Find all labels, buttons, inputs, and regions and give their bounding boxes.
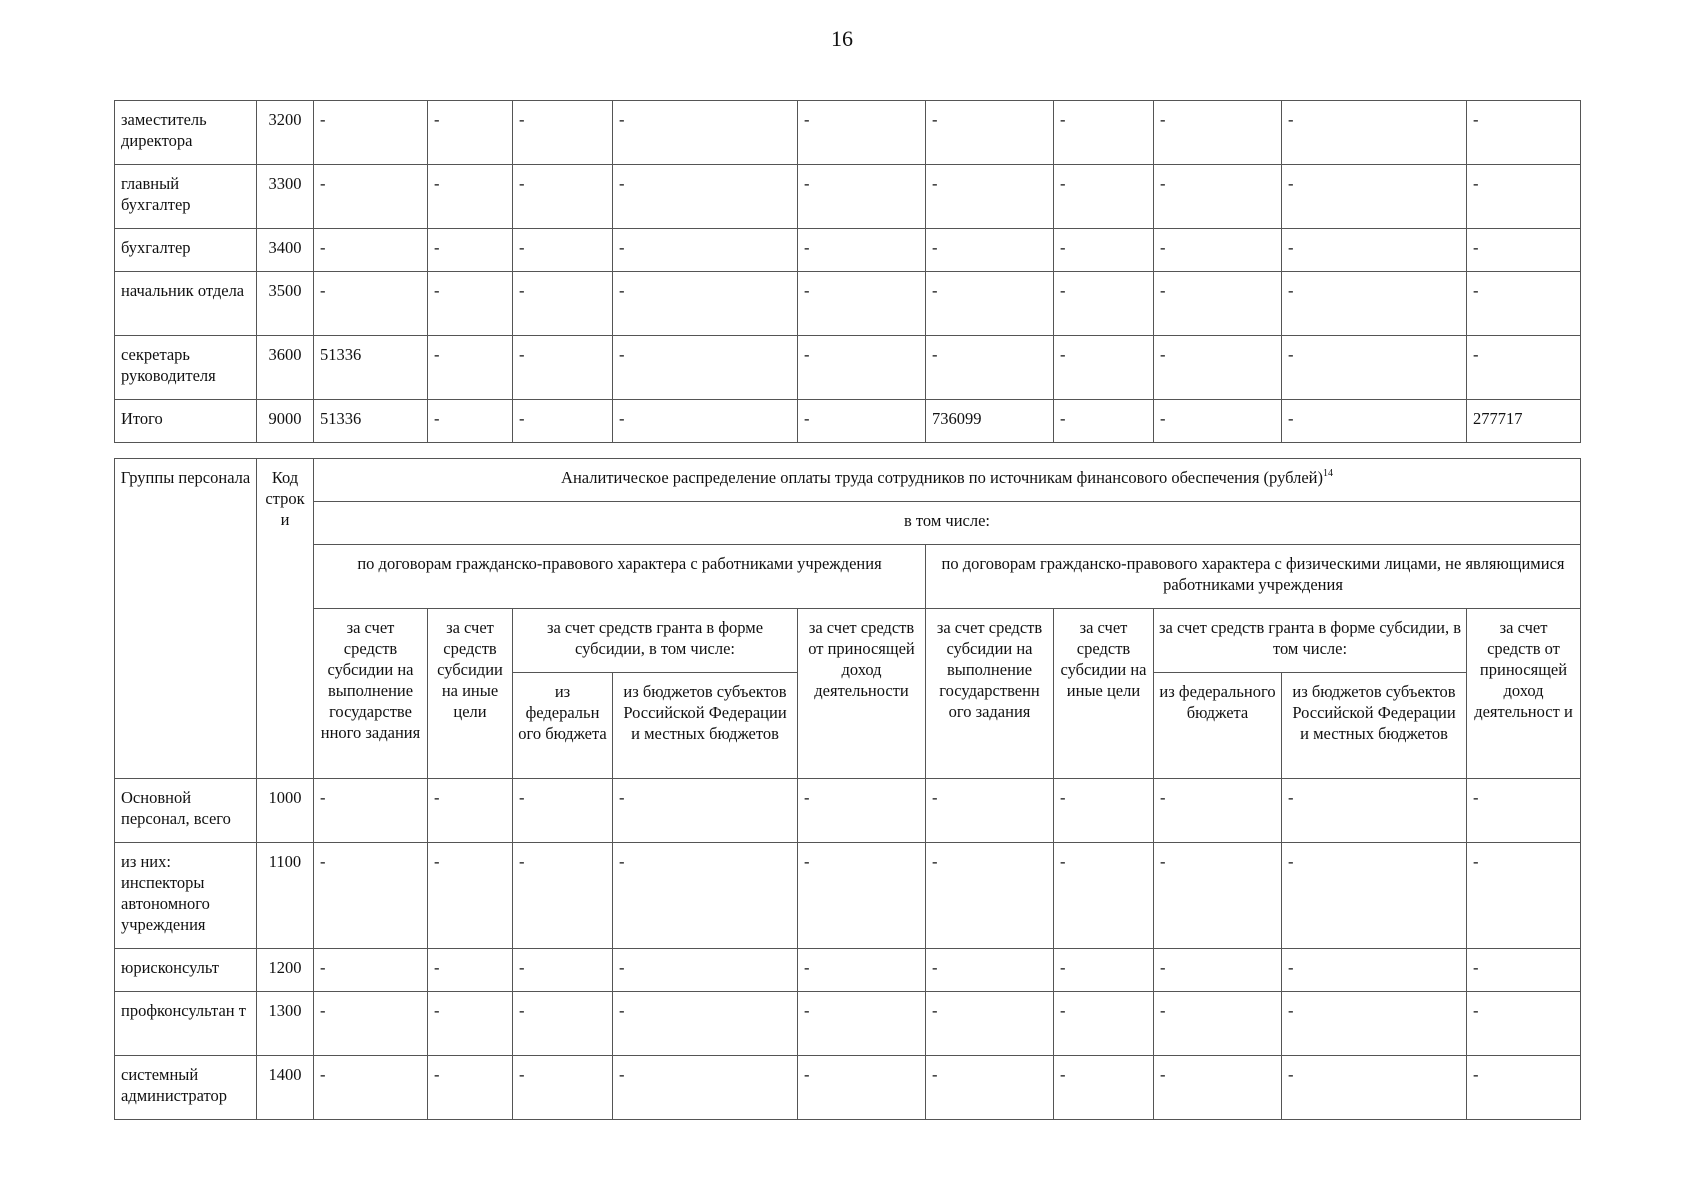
header-a-regional: из бюджетов субъектов Российской Федерации и местных бюджетов bbox=[613, 673, 798, 779]
table-cell: - bbox=[513, 400, 613, 443]
table-cell: - bbox=[798, 229, 926, 272]
table-cell: - bbox=[926, 779, 1054, 843]
table-cell: - bbox=[513, 229, 613, 272]
table-cell: - bbox=[428, 272, 513, 336]
table-cell: - bbox=[513, 272, 613, 336]
row-code: 1300 bbox=[257, 992, 314, 1056]
table-cell: - bbox=[1467, 992, 1581, 1056]
table-cell: - bbox=[798, 779, 926, 843]
table-cell: - bbox=[613, 229, 798, 272]
table-cell: - bbox=[926, 949, 1054, 992]
table-cell: - bbox=[1154, 779, 1282, 843]
table-row bbox=[115, 949, 1581, 992]
header-including: в том числе: bbox=[314, 502, 1581, 545]
table-cell: - bbox=[926, 165, 1054, 229]
header-section-individuals: по договорам гражданско-правового характера с физическими лицами, не являющимися работниками учреждения bbox=[926, 545, 1581, 609]
table-cell: - bbox=[613, 992, 798, 1056]
header-a-subsidy-task: за счет средств субсидии на выполнение государстве нного задания bbox=[314, 609, 428, 779]
staff-payment-table-top bbox=[114, 100, 1581, 443]
table-cell: - bbox=[926, 1056, 1054, 1120]
table-cell: - bbox=[1467, 336, 1581, 400]
table-cell: - bbox=[1054, 101, 1154, 165]
table-cell: - bbox=[1282, 336, 1467, 400]
table-cell: - bbox=[314, 101, 428, 165]
table-cell: - bbox=[926, 992, 1054, 1056]
table-cell: - bbox=[314, 949, 428, 992]
row-label: главный бухгалтер bbox=[115, 165, 257, 229]
table-row bbox=[115, 992, 1581, 1056]
table-cell: - bbox=[613, 101, 798, 165]
table-cell: - bbox=[428, 949, 513, 992]
table-cell: - bbox=[513, 101, 613, 165]
table-row bbox=[115, 843, 1581, 949]
row-label: из них: инспекторы автономного учреждения bbox=[115, 843, 257, 949]
row-label: заместитель директора bbox=[115, 101, 257, 165]
row-code: 3500 bbox=[257, 272, 314, 336]
table-cell: - bbox=[798, 992, 926, 1056]
table-cell: - bbox=[1154, 101, 1282, 165]
header-b-subsidy-other: за счет средств субсидии на иные цели bbox=[1054, 609, 1154, 779]
table-cell: - bbox=[613, 779, 798, 843]
table-cell: - bbox=[1154, 1056, 1282, 1120]
row-code: 1100 bbox=[257, 843, 314, 949]
row-code: 3600 bbox=[257, 336, 314, 400]
table-cell: - bbox=[513, 992, 613, 1056]
table-cell: - bbox=[513, 779, 613, 843]
header-code: Код строк и bbox=[257, 459, 314, 779]
staff-payment-table-bottom bbox=[114, 458, 1581, 1120]
table-cell: - bbox=[798, 101, 926, 165]
table-cell: - bbox=[926, 272, 1054, 336]
table-row bbox=[115, 1056, 1581, 1120]
table-cell: - bbox=[1054, 336, 1154, 400]
table-cell: - bbox=[314, 229, 428, 272]
table-cell: - bbox=[428, 992, 513, 1056]
table-cell: 51336 bbox=[314, 400, 428, 443]
table-cell: - bbox=[428, 101, 513, 165]
table-cell: - bbox=[1054, 165, 1154, 229]
table-row bbox=[115, 229, 1581, 272]
table-cell: - bbox=[1467, 165, 1581, 229]
footnote-ref: 14 bbox=[1322, 468, 1333, 479]
table-cell: - bbox=[926, 843, 1054, 949]
table-cell: - bbox=[798, 1056, 926, 1120]
table-cell: - bbox=[1054, 272, 1154, 336]
table-cell: - bbox=[1054, 949, 1154, 992]
table-cell: - bbox=[926, 229, 1054, 272]
table-cell: - bbox=[1467, 779, 1581, 843]
table-cell: - bbox=[798, 949, 926, 992]
page-number: 16 bbox=[831, 26, 853, 51]
header-a-grant: за счет средств гранта в форме субсидии, в том числе: bbox=[513, 609, 798, 673]
table-cell: - bbox=[428, 779, 513, 843]
table-cell: - bbox=[1154, 165, 1282, 229]
table-cell: - bbox=[1154, 229, 1282, 272]
table-cell: - bbox=[1154, 272, 1282, 336]
table-cell: - bbox=[1282, 779, 1467, 843]
table-cell: - bbox=[613, 272, 798, 336]
table-cell: - bbox=[314, 165, 428, 229]
table-cell: - bbox=[314, 992, 428, 1056]
table-row bbox=[115, 101, 1581, 165]
table-cell: 736099 bbox=[926, 400, 1054, 443]
table-cell: 51336 bbox=[314, 336, 428, 400]
row-label: Итого bbox=[115, 400, 257, 443]
header-a-federal: из федеральн ого бюджета bbox=[513, 673, 613, 779]
table-cell: - bbox=[798, 272, 926, 336]
table-cell: - bbox=[513, 949, 613, 992]
table-cell: - bbox=[314, 843, 428, 949]
table-cell: - bbox=[1054, 229, 1154, 272]
table-cell: - bbox=[926, 101, 1054, 165]
header-b-grant: за счет средств гранта в форме субсидии, в том числе: bbox=[1154, 609, 1467, 673]
table-cell: - bbox=[1467, 272, 1581, 336]
table-cell: - bbox=[428, 165, 513, 229]
table-cell: - bbox=[1467, 1056, 1581, 1120]
table-cell: - bbox=[1282, 949, 1467, 992]
table-cell: - bbox=[613, 336, 798, 400]
table-cell: - bbox=[1154, 992, 1282, 1056]
table-cell: - bbox=[1054, 779, 1154, 843]
table-cell: - bbox=[1282, 272, 1467, 336]
table-cell: - bbox=[1467, 229, 1581, 272]
row-code: 3300 bbox=[257, 165, 314, 229]
row-label: начальник отдела bbox=[115, 272, 257, 336]
header-b-subsidy-task: за счет средств субсидии на выполнение государственн ого задания bbox=[926, 609, 1054, 779]
table-cell: - bbox=[798, 336, 926, 400]
table-cell: - bbox=[1054, 1056, 1154, 1120]
table-cell: - bbox=[613, 1056, 798, 1120]
table-cell: - bbox=[1282, 992, 1467, 1056]
table-cell: - bbox=[613, 949, 798, 992]
table-cell: - bbox=[1054, 992, 1154, 1056]
header-groups: Группы персонала bbox=[115, 459, 257, 779]
header-b-income: за счет средств от приносящей доход деятельност и bbox=[1467, 609, 1581, 779]
row-label: секретарь руководителя bbox=[115, 336, 257, 400]
table-cell: - bbox=[428, 1056, 513, 1120]
header-b-regional: из бюджетов субъектов Российской Федерации и местных бюджетов bbox=[1282, 673, 1467, 779]
table-cell: - bbox=[798, 165, 926, 229]
table-cell: - bbox=[1154, 336, 1282, 400]
table-cell: - bbox=[613, 165, 798, 229]
table-cell: - bbox=[314, 272, 428, 336]
table-cell: - bbox=[513, 336, 613, 400]
table-cell: - bbox=[1282, 229, 1467, 272]
row-code: 1400 bbox=[257, 1056, 314, 1120]
table-cell: - bbox=[513, 1056, 613, 1120]
row-code: 9000 bbox=[257, 400, 314, 443]
row-label: системный администратор bbox=[115, 1056, 257, 1120]
table-row bbox=[115, 336, 1581, 400]
table-cell: - bbox=[428, 400, 513, 443]
table-cell: - bbox=[513, 843, 613, 949]
table-cell: - bbox=[1054, 400, 1154, 443]
table-cell: - bbox=[1282, 1056, 1467, 1120]
row-code: 3200 bbox=[257, 101, 314, 165]
table-cell: - bbox=[428, 336, 513, 400]
table-cell: - bbox=[1154, 400, 1282, 443]
table-cell: - bbox=[613, 400, 798, 443]
table-cell: - bbox=[1467, 101, 1581, 165]
header-a-income: за счет средств от приносящей доход деятельности bbox=[798, 609, 926, 779]
header-a-subsidy-other: за счет средств субсидии на иные цели bbox=[428, 609, 513, 779]
row-code: 3400 bbox=[257, 229, 314, 272]
row-label: бухгалтер bbox=[115, 229, 257, 272]
table-cell: - bbox=[314, 779, 428, 843]
table-cell: - bbox=[926, 336, 1054, 400]
table-cell: - bbox=[1467, 843, 1581, 949]
table-cell: 277717 bbox=[1467, 400, 1581, 443]
table-cell: - bbox=[1154, 843, 1282, 949]
table-cell: - bbox=[1054, 843, 1154, 949]
table-row bbox=[115, 400, 1581, 443]
table-cell: - bbox=[1282, 843, 1467, 949]
header-section-employees: по договорам гражданско-правового характера с работниками учреждения bbox=[314, 545, 926, 609]
table-cell: - bbox=[428, 229, 513, 272]
table-cell: - bbox=[1282, 400, 1467, 443]
table-cell: - bbox=[798, 400, 926, 443]
table-cell: - bbox=[1282, 101, 1467, 165]
table-cell: - bbox=[314, 1056, 428, 1120]
table-row bbox=[115, 779, 1581, 843]
row-code: 1000 bbox=[257, 779, 314, 843]
row-label: Основной персонал, всего bbox=[115, 779, 257, 843]
header-title: Аналитическое распределение оплаты труда сотрудников по источникам финансового обеспечения (рублей)$^{14}$ bbox=[314, 459, 1581, 502]
row-label: юрисконсульт bbox=[115, 949, 257, 992]
table-cell: - bbox=[1154, 949, 1282, 992]
row-code: 1200 bbox=[257, 949, 314, 992]
table-cell: - bbox=[1467, 949, 1581, 992]
table-cell: - bbox=[428, 843, 513, 949]
table-row bbox=[115, 272, 1581, 336]
table-cell: - bbox=[513, 165, 613, 229]
table-cell: - bbox=[1282, 165, 1467, 229]
table-cell: - bbox=[798, 843, 926, 949]
row-label: профконсультан т bbox=[115, 992, 257, 1056]
table-cell: - bbox=[613, 843, 798, 949]
table-row bbox=[115, 165, 1581, 229]
header-b-federal: из федерального бюджета bbox=[1154, 673, 1282, 779]
